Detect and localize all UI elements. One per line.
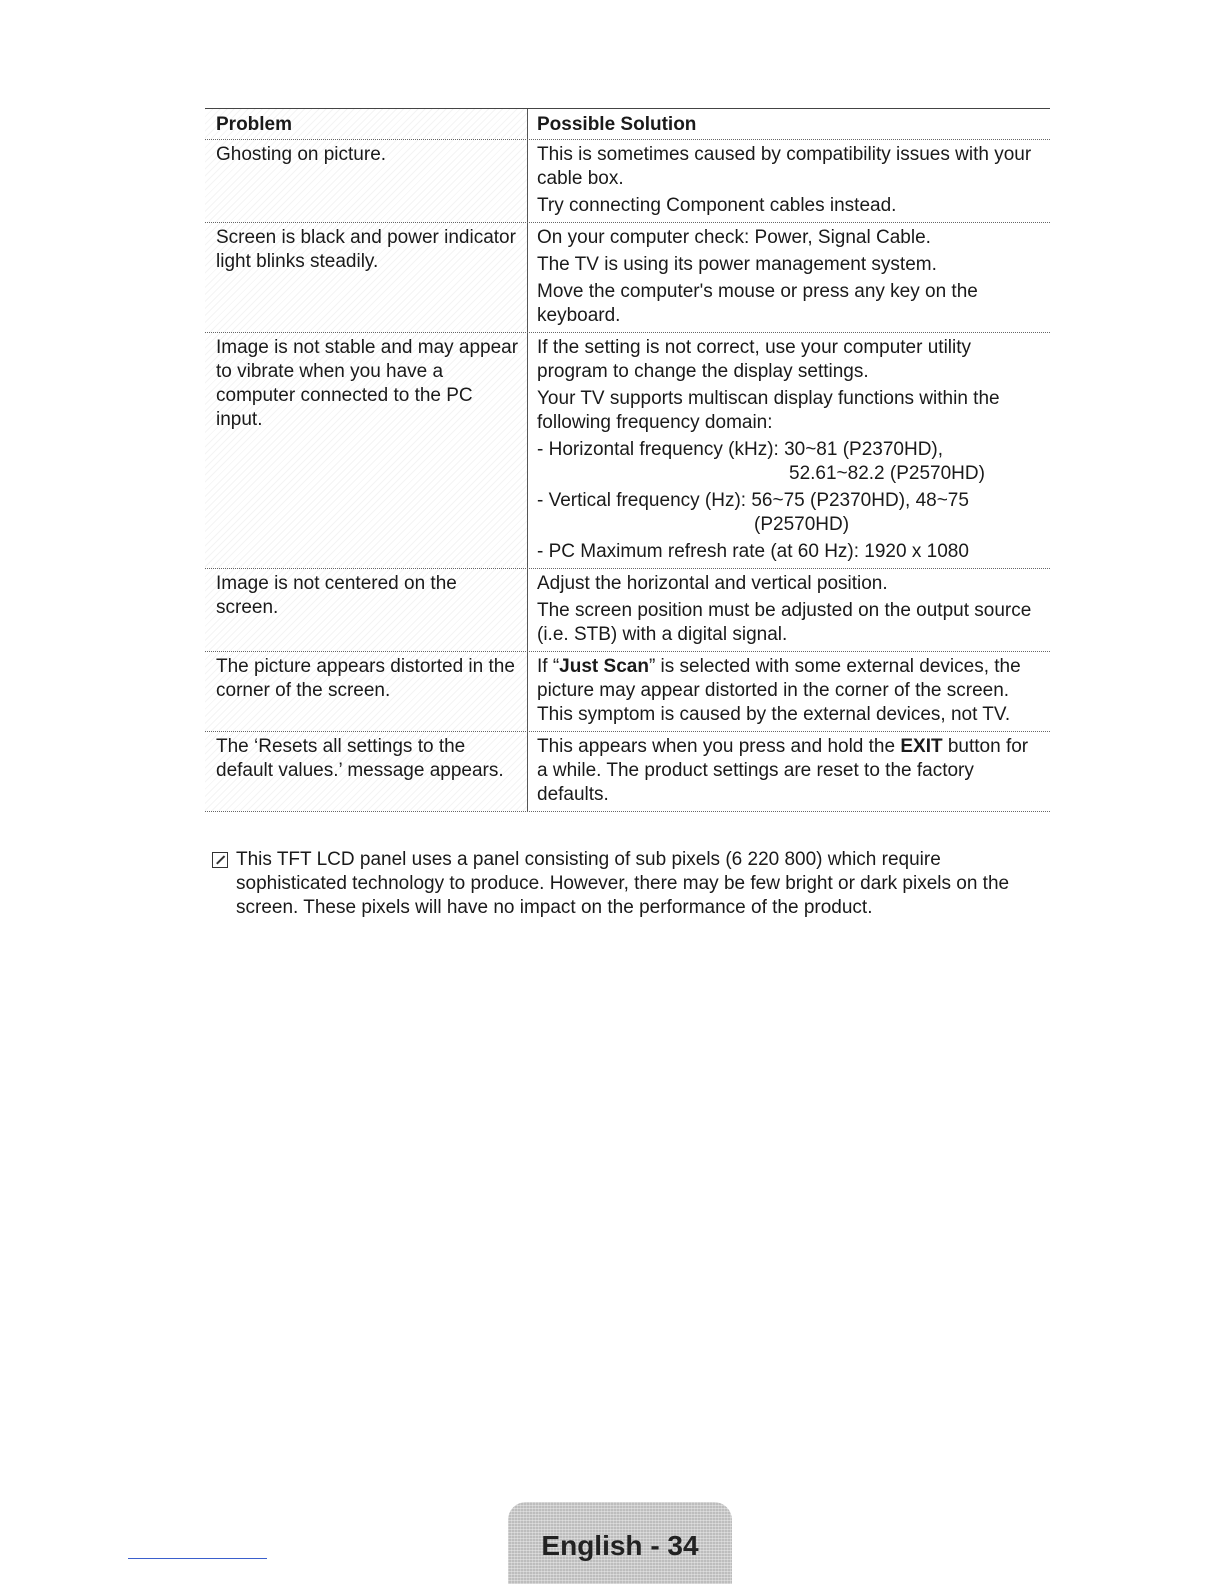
solution-line: - Vertical frequency (Hz): 56~75 (P2370HD), 48~75: [537, 490, 969, 511]
solution-line: - Horizontal frequency (kHz): 30~81 (P2370HD),: [537, 439, 944, 460]
table-row: [205, 652, 1050, 732]
note-icon: [212, 852, 228, 868]
solution-line: (P2570HD): [754, 514, 850, 535]
solution-line: If the setting is not correct, use your computer utility program to change the display settings.: [537, 337, 972, 382]
solution-line: Move the computer's mouse or press any key on the keyboard.: [537, 281, 978, 326]
note: [212, 848, 1052, 920]
solution-line: Adjust the horizontal and vertical position.: [537, 573, 888, 594]
solution-cell: [528, 569, 1050, 651]
solution-text: This appears when you press and hold the: [537, 736, 901, 757]
solution-line: On your computer check: Power, Signal Cable.: [537, 227, 931, 248]
table-row: [205, 333, 1050, 569]
problem-cell: The picture appears distorted in the corner of the screen.: [205, 652, 528, 731]
solution-text: ” is selected with some external devices, the picture may appear distorted in the corner of the screen.: [537, 656, 1021, 701]
table-row: [205, 732, 1050, 812]
solution-line: This symptom is caused by the external devices, not TV.: [537, 704, 1011, 725]
exit-button-term: EXIT: [900, 736, 943, 757]
table-row: [205, 140, 1050, 223]
note-text: This TFT LCD panel uses a panel consisting of sub pixels (6 220 800) which require sophisticated technology to produce. However, there may be few bright or dark pixels on the screen. These pixels will have no impact on the performance of the product.: [236, 849, 1010, 918]
solution-line: [537, 655, 1040, 703]
problem-cell: The ‘Resets all settings to the default values.’ message appears.: [205, 732, 528, 811]
solution-text: button for a while. The product settings are reset to the factory defaults.: [537, 736, 1029, 805]
page-number-tab: [508, 1502, 732, 1584]
solution-line: The screen position must be adjusted on the output source (i.e. STB) with a digital signal.: [537, 600, 1032, 645]
problem-cell: Image is not centered on the screen.: [205, 569, 528, 651]
just-scan-term: Just Scan: [559, 656, 649, 677]
solution-line: The TV is using its power management system.: [537, 254, 937, 275]
solution-line: Your TV supports multiscan display functions within the following frequency domain:: [537, 388, 1000, 433]
solution-text: If “: [537, 656, 560, 677]
solution-line: This is sometimes caused by compatibility issues with your cable box.: [537, 144, 1032, 189]
header-problem: Problem: [205, 109, 528, 139]
solution-line: [537, 735, 1040, 807]
solution-cell: [528, 223, 1050, 332]
solution-cell: [528, 652, 1050, 731]
solution-cell: [528, 333, 1050, 568]
solution-cell: [528, 732, 1050, 811]
solution-line: 52.61~82.2 (P2570HD): [789, 463, 985, 484]
table-row: [205, 223, 1050, 333]
troubleshooting-table: [205, 108, 1050, 812]
solution-line: - PC Maximum refresh rate (at 60 Hz): 1920 x 1080: [537, 541, 969, 562]
page-label: English - 34: [541, 1530, 699, 1561]
table-row: [205, 569, 1050, 652]
table-header-row: [205, 109, 1050, 140]
solution-cell: [528, 140, 1050, 222]
footer-divider: [128, 1558, 267, 1559]
problem-cell: Image is not stable and may appear to vibrate when you have a computer connected to the PC input.: [205, 333, 528, 568]
problem-cell: Ghosting on picture.: [205, 140, 528, 222]
header-solution: Possible Solution: [537, 114, 697, 135]
problem-cell: Screen is black and power indicator light blinks steadily.: [205, 223, 528, 332]
solution-line: Try connecting Component cables instead.: [537, 195, 897, 216]
